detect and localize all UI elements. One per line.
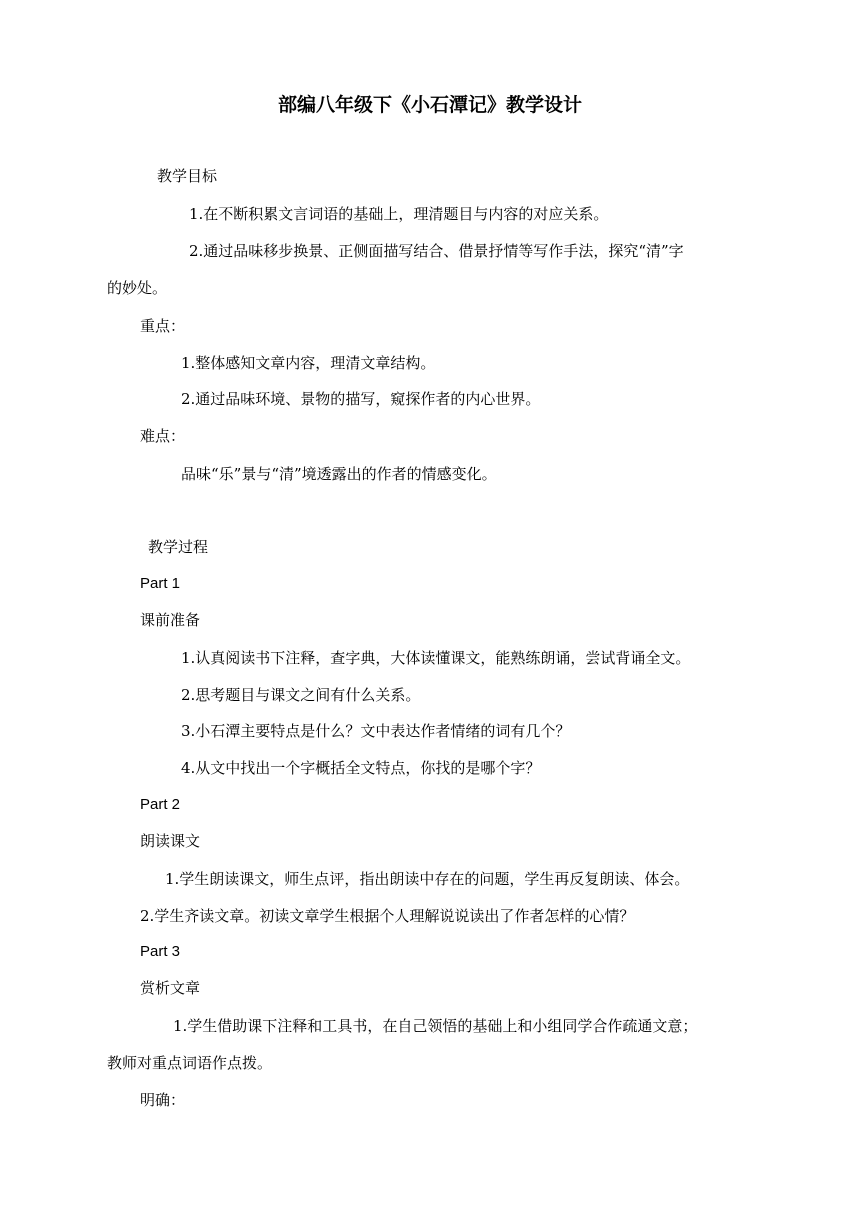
part3-item-1-continued: 教师对重点词语作点拨。 [107, 1054, 273, 1072]
objective-item-2-continued: 的妙处。 [107, 279, 168, 297]
part3-label: Part 3 [140, 943, 181, 960]
process-heading: 教学过程 [148, 538, 209, 556]
key-points-heading: 重点： [140, 317, 186, 335]
part2-item-1: 1.学生朗读课文，师生点评，指出朗读中存在的问题，学生再反复朗读、体会。 [165, 870, 690, 888]
part2-label: Part 2 [140, 796, 181, 813]
part1-item-3: 3.小石潭主要特点是什么？文中表达作者情绪的词有几个？ [181, 722, 571, 740]
objectives-heading: 教学目标 [157, 167, 218, 185]
difficulty-item-1: 品味“乐”景与“清”境透露出的作者的情感变化。 [181, 465, 497, 483]
objective-item-1: 1.在不断积累文言词语的基础上，理清题目与内容的对应关系。 [189, 205, 609, 223]
part3-clarify: 明确： [140, 1091, 186, 1109]
part2-item-2: 2.学生齐读文章。初读文章学生根据个人理解说说读出了作者怎样的心情？ [140, 907, 635, 925]
part1-title: 课前准备 [140, 611, 201, 629]
key-point-item-1: 1.整体感知文章内容，理清文章结构。 [181, 354, 436, 372]
key-point-item-2: 2.通过品味环境、景物的描写，窥探作者的内心世界。 [181, 390, 541, 408]
difficulties-heading: 难点： [140, 427, 186, 445]
part1-item-2: 2.思考题目与课文之间有什么关系。 [181, 686, 421, 704]
part3-title: 赏析文章 [140, 979, 201, 997]
part1-item-4: 4.从文中找出一个字概括全文特点，你找的是哪个字？ [181, 759, 541, 777]
part3-item-1: 1.学生借助课下注释和工具书，在自己领悟的基础上和小组同学合作疏通文意； [173, 1017, 698, 1035]
document-title: 部编八年级下《小石潭记》教学设计 [277, 94, 582, 116]
part1-item-1: 1.认真阅读书下注释，查字典，大体读懂课文，能熟练朗诵，尝试背诵全文。 [181, 649, 691, 667]
part2-title: 朗读课文 [140, 832, 201, 850]
part1-label: Part 1 [140, 575, 181, 592]
objective-item-2: 2.通过品味移步换景、正侧面描写结合、借景抒情等写作手法，探究“清”字 [189, 242, 684, 260]
